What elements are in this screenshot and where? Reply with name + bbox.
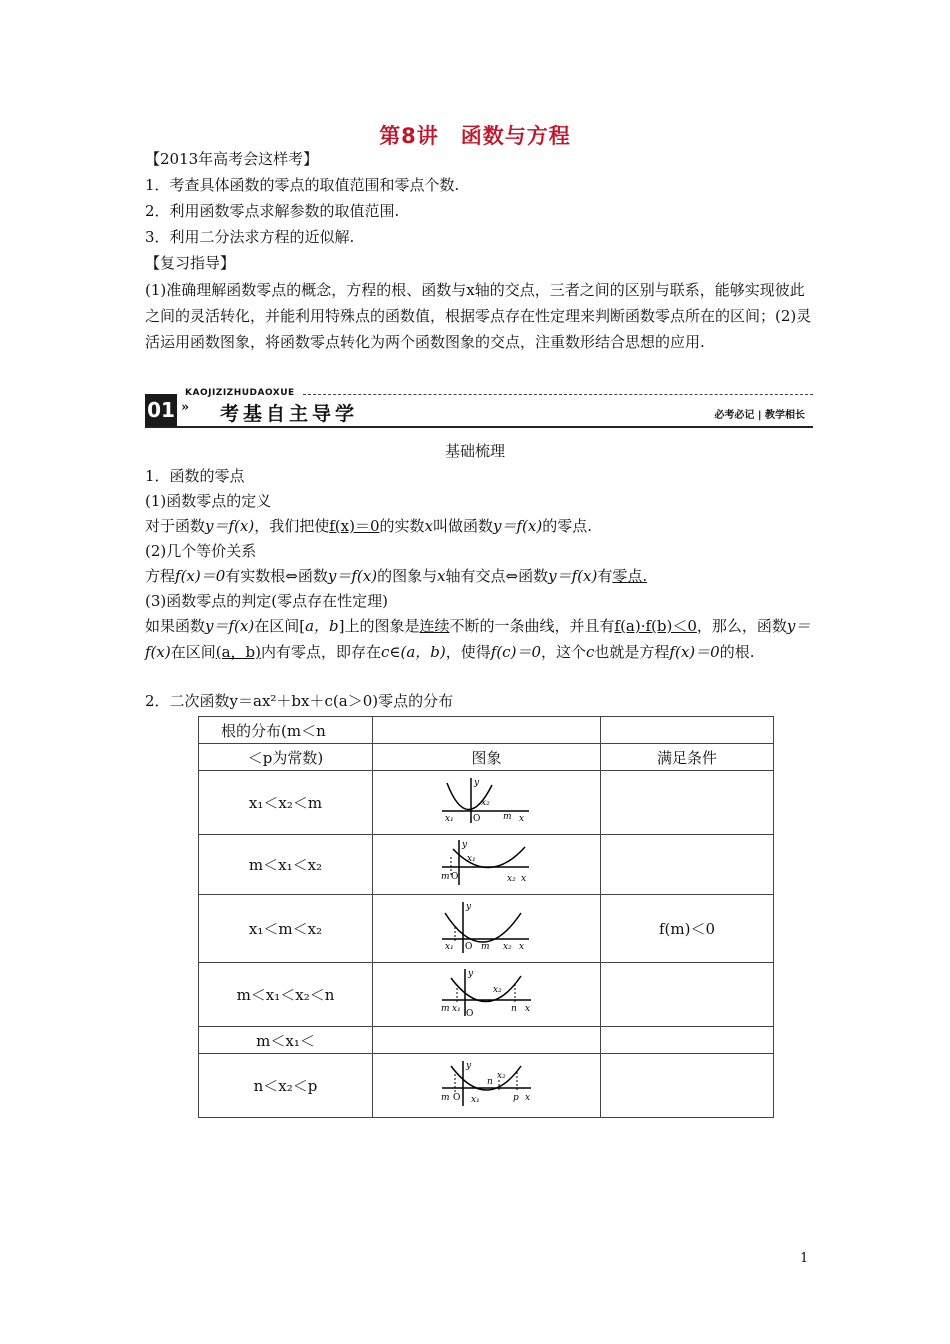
svg-text:y: y <box>467 968 473 979</box>
table-row <box>199 963 774 1027</box>
condition-cell <box>601 963 774 1027</box>
distribution-cell: m＜x₁＜x₂＜n <box>199 963 373 1027</box>
parabola-graph-5 <box>437 1058 537 1110</box>
distribution-cell: n＜x₂＜p <box>199 1054 373 1118</box>
svg-text:x₁: x₁ <box>444 813 454 824</box>
section-1-3-heading: (3)函数零点的判定(零点存在性定理) <box>145 592 388 610</box>
distribution-cell: x₁＜m＜x₂ <box>199 895 373 963</box>
page-number: 1 <box>800 1251 809 1266</box>
svg-text:O: O <box>472 813 480 824</box>
banner-number: 01 <box>145 394 177 426</box>
parabola-graph-3 <box>437 899 537 955</box>
svg-text:O: O <box>450 871 458 882</box>
chevron-right-icon: » <box>181 400 190 415</box>
svg-text:x₂: x₂ <box>496 1070 506 1081</box>
section-1-heading: 1．函数的零点 <box>145 467 245 485</box>
subheading: 基础梳理 <box>444 442 505 460</box>
svg-text:x₂: x₂ <box>502 941 512 952</box>
svg-text:m: m <box>502 811 512 822</box>
review-header: 【复习指导】 <box>145 254 236 272</box>
banner-dashed-rule <box>303 394 813 395</box>
svg-text:x₁: x₁ <box>470 1094 480 1105</box>
graph-cell <box>373 1054 601 1118</box>
svg-text:x: x <box>524 1092 530 1103</box>
condition-cell <box>601 771 774 835</box>
svg-text:n: n <box>510 1003 517 1014</box>
svg-text:m: m <box>480 941 490 952</box>
svg-text:x₁: x₁ <box>466 853 476 864</box>
parabola-graph-1 <box>437 775 537 827</box>
svg-text:y: y <box>461 839 467 850</box>
svg-text:m: m <box>440 1092 450 1103</box>
svg-text:p: p <box>512 1092 519 1103</box>
svg-text:x₁: x₁ <box>451 1003 461 1014</box>
graph-cell <box>373 895 601 963</box>
table-row <box>199 835 774 895</box>
header-graph: 图象 <box>373 744 601 771</box>
table-row <box>199 771 774 835</box>
zero-theorem: 如果函数y＝f(x)在区间[a，b]上的图象是连续不断的一条曲线，并且有f(a)·f(b)＜0，那么，函数y＝f(x)在区间(a，b)内有零点，即存在c∈(a，b)，使得f(c)＝0，这个c也就是方程f(x)＝0的根. <box>145 617 811 661</box>
banner-pinyin: KAOJIZIZHUDAOXUE <box>185 388 295 398</box>
table-row <box>199 744 774 771</box>
svg-text:m: m <box>440 871 450 882</box>
zero-definition: 对于函数y＝f(x)，我们把使f(x)＝0的实数x叫做函数y＝f(x)的零点. <box>145 517 592 535</box>
svg-text:x: x <box>518 813 524 824</box>
svg-text:O: O <box>464 941 472 952</box>
parabola-graph-4 <box>437 966 537 1020</box>
svg-text:x₂: x₂ <box>492 984 502 995</box>
svg-text:x₁: x₁ <box>444 941 454 952</box>
banner-rule <box>145 426 813 428</box>
svg-text:x₂: x₂ <box>506 873 516 884</box>
equivalence-relation: 方程f(x)＝0有实数根⇔函数y＝f(x)的图象与x轴有交点⇔函数y＝f(x)有零点. <box>145 567 648 585</box>
svg-text:y: y <box>465 901 471 912</box>
review-text: (1)准确理解函数零点的概念，方程的根、函数与x轴的交点，三者之间的区别与联系，能够实现彼此之间的灵活转化，并能利用特殊点的函数值，根据零点存在性定理来判断函数零点所在的区间；(2)灵活运用函数图象，将函数零点转化为两个函数图象的交点，注重数形结合思想的应用. <box>145 281 812 351</box>
graph-cell <box>373 835 601 895</box>
page-title: 第8讲 函数与方程 <box>379 124 571 148</box>
condition-cell <box>601 1054 774 1118</box>
svg-text:O: O <box>452 1092 460 1103</box>
table-row <box>199 895 774 963</box>
root-distribution-table <box>198 716 774 1118</box>
section-2-heading: 2．二次函数y＝ax²＋bx＋c(a＞0)零点的分布 <box>145 692 454 710</box>
exam-header: 【2013年高考会这样考】 <box>145 150 319 168</box>
condition-cell <box>601 835 774 895</box>
header-distribution-1: 根的分布(m＜n <box>199 717 373 744</box>
distribution-cell: m＜x₁＜ <box>199 1027 373 1054</box>
table-row <box>199 1054 774 1118</box>
svg-text:x₂: x₂ <box>480 797 490 808</box>
exam-point-1: 1．考查具体函数的零点的取值范围和零点个数. <box>145 176 460 194</box>
section-banner <box>145 388 813 428</box>
parabola-graph-2 <box>437 837 537 889</box>
section-1-2-heading: (2)几个等价关系 <box>145 542 257 560</box>
exam-point-2: 2．利用函数零点求解参数的取值范围. <box>145 202 400 220</box>
exam-point-3: 3．利用二分法求方程的近似解. <box>145 228 355 246</box>
section-1-1-heading: (1)函数零点的定义 <box>145 492 272 510</box>
svg-text:y: y <box>473 777 479 788</box>
svg-text:O: O <box>465 1008 473 1019</box>
header-condition: 满足条件 <box>601 744 774 771</box>
svg-text:n: n <box>486 1076 493 1087</box>
distribution-cell: m＜x₁＜x₂ <box>199 835 373 895</box>
header-distribution-2: ＜p为常数) <box>199 744 373 771</box>
svg-text:x: x <box>518 941 524 952</box>
condition-cell <box>601 1027 774 1054</box>
graph-cell <box>373 963 601 1027</box>
svg-text:y: y <box>465 1060 471 1071</box>
banner-section-title: 考基自主导学 <box>220 403 359 425</box>
svg-text:x: x <box>524 1003 530 1014</box>
svg-text:m: m <box>440 1003 450 1014</box>
graph-cell <box>373 771 601 835</box>
svg-text:x: x <box>520 873 526 884</box>
table-row <box>199 717 774 744</box>
distribution-cell: x₁＜x₂＜m <box>199 771 373 835</box>
table-row <box>199 1027 774 1054</box>
condition-cell: f(m)＜0 <box>601 895 774 963</box>
banner-right-text: 必考必记 | 教学相长 <box>714 410 805 421</box>
